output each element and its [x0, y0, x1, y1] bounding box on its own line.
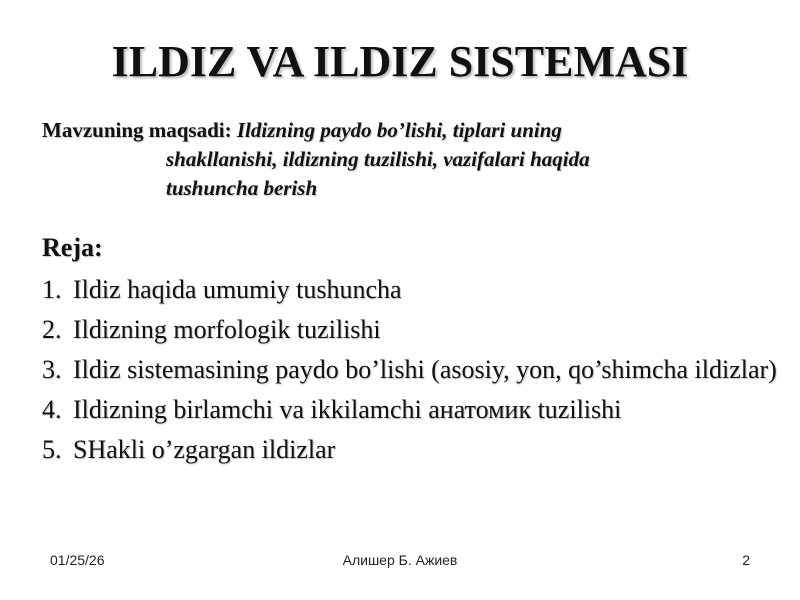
- plan-item-number: 3.: [42, 355, 62, 384]
- goal-text-line-1: Ildizning paydo bo’lishi, tiplari uning: [236, 118, 562, 142]
- footer-date: 01/25/26: [50, 552, 105, 568]
- plan-title: Reja:: [42, 233, 103, 262]
- goal-text-line-3: tushuncha berish: [166, 176, 318, 200]
- plan-list: [42, 272, 782, 472]
- goal-block: [42, 116, 742, 203]
- footer-page-number: 2: [742, 552, 750, 568]
- plan-item-number: 5.: [42, 435, 62, 464]
- goal-first-line: [42, 116, 742, 145]
- plan-item-number: 1.: [42, 275, 62, 304]
- goal-label: Mavzuning maqsadi: [42, 118, 225, 142]
- plan-item-text: Ildiz haqida umumiy tushuncha: [73, 275, 402, 304]
- footer-author: Алишер Б. Ажиев: [342, 552, 458, 568]
- plan-item-text: Ildiz sistemasining paydo bo’lishi (asosiy, yon, qo’shimcha ildizlar): [73, 355, 777, 384]
- plan-item-number: 4.: [42, 395, 62, 424]
- plan-item-text: SHakli o’zgargan ildizlar: [73, 435, 336, 464]
- plan-item-text: Ildizning birlamchi va ikkilamchi анатомик tuzilishi: [73, 395, 622, 424]
- plan-item-text: Ildizning morfologik tuzilishi: [73, 315, 381, 344]
- slide-title: ILDIZ VA ILDIZ SISTEMASI: [111, 37, 689, 86]
- goal-text-line-2: shakllanishi, ildizning tuzilishi, vazifalari haqida: [166, 147, 590, 171]
- goal-separator: :: [224, 118, 237, 142]
- plan-item-number: 2.: [42, 315, 62, 344]
- plan-item: [42, 272, 782, 307]
- plan-item: [42, 352, 782, 387]
- plan-item: [42, 432, 782, 467]
- plan-item: [42, 312, 782, 347]
- plan-item: [42, 392, 782, 427]
